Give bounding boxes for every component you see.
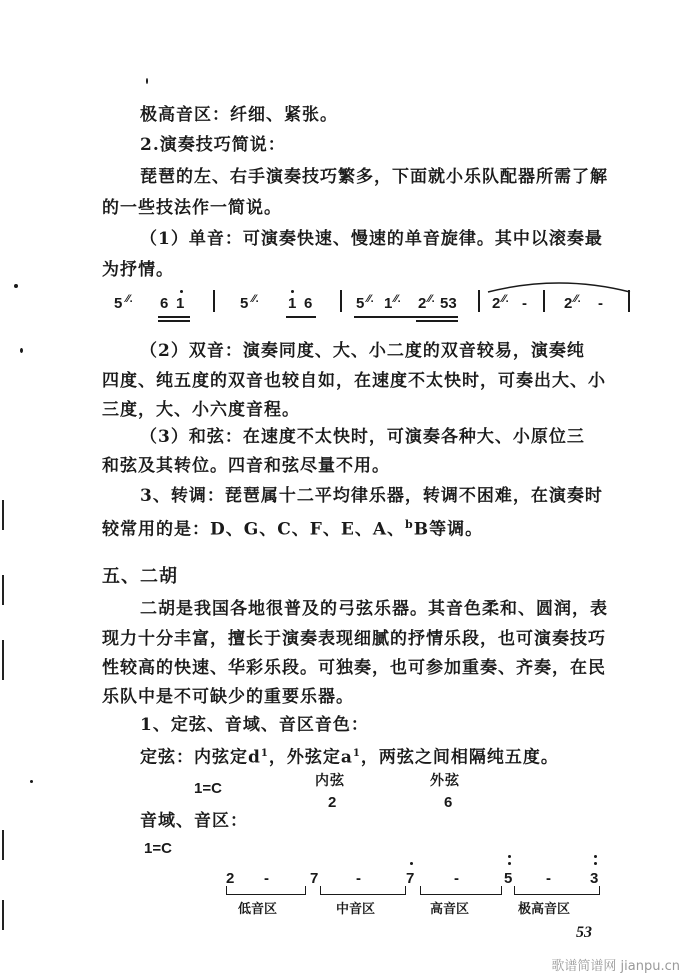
range-dash: - <box>546 870 551 887</box>
tremolo-mark: ⁄⁄. <box>502 293 509 305</box>
subheading-technique: 2.演奏技巧简说： <box>140 135 286 155</box>
range-label-high: 高音区 <box>430 902 470 917</box>
range-label-low: 低音区 <box>238 902 278 917</box>
subheading-tuning: 1、定弦、音域、音区音色： <box>140 715 369 735</box>
page-number: 53 <box>576 924 592 941</box>
octave-dot <box>180 290 183 293</box>
barline <box>213 290 215 312</box>
range-note: 2 <box>226 870 235 887</box>
barline <box>478 290 480 312</box>
text-segment: 较常用的是：D、G、C、F、E、A、 <box>102 519 406 540</box>
scan-edge-mark <box>2 830 4 860</box>
text-segment: 定弦：内弦定d <box>140 747 261 768</box>
note: 6 <box>304 295 313 312</box>
octave-dot <box>594 855 597 858</box>
tremolo-mark: ⁄⁄. <box>428 293 435 305</box>
tremolo-mark: ⁄⁄. <box>367 293 374 305</box>
scan-edge-mark <box>2 575 4 605</box>
tremolo-mark: ⁄⁄. <box>574 293 581 305</box>
text-line: 琵琶的左、右手演奏技巧繁多，下面就小乐队配器所需了解 <box>140 167 608 187</box>
range-label-mid: 中音区 <box>336 902 376 917</box>
text-line: 的一些技法作一简说。 <box>102 198 282 218</box>
range-bracket-high <box>420 886 502 895</box>
barline <box>340 290 342 312</box>
range-dash: - <box>454 870 459 887</box>
range-bracket-mid <box>320 886 406 895</box>
text-segment: ，外弦定a <box>268 747 353 768</box>
site-watermark: 歌谱简谱网 jianpu.cn <box>551 959 680 974</box>
octave-dot <box>508 855 511 858</box>
scan-edge-mark <box>2 900 4 930</box>
superscript: 1 <box>260 748 269 759</box>
dash: - <box>522 295 527 312</box>
barline <box>543 290 545 312</box>
note: 1 <box>384 295 393 312</box>
text-line: 三度，大、小六度音程。 <box>102 400 300 420</box>
range-note: 7 <box>406 870 415 887</box>
key-signature: 1=C <box>194 780 222 797</box>
octave-dot <box>410 862 413 865</box>
scan-speck <box>146 78 148 84</box>
text-segment: B等调。 <box>413 519 484 540</box>
octave-dot <box>291 290 294 293</box>
text-line: 乐队中是不可缺少的重要乐器。 <box>102 687 354 707</box>
note-group: 53 <box>440 295 457 312</box>
underline-beam <box>158 320 190 322</box>
text-line: （2）双音：演奏同度、大、小二度的双音较易，演奏纯 <box>140 341 585 361</box>
key-signature: 1=C <box>144 840 172 857</box>
tremolo-mark: ⁄⁄. <box>252 293 259 305</box>
range-note: 5 <box>504 870 513 887</box>
text-line: （3）和弦：在速度不太快时，可演奏各种大、小原位三 <box>140 427 585 447</box>
inner-string-note: 2 <box>328 794 337 811</box>
note: 6 <box>160 295 169 312</box>
range-note: 3 <box>590 870 599 887</box>
inner-string-label: 内弦 <box>315 773 345 789</box>
scan-edge-mark <box>2 640 4 680</box>
text-line: 现力十分丰富，擅长于演奏表现细腻的抒情乐段，也可演奏技巧 <box>102 629 606 649</box>
range-bracket-highest <box>514 886 600 895</box>
barline <box>628 290 630 312</box>
range-dash: - <box>356 870 361 887</box>
underline-beam <box>158 316 190 318</box>
tie-arc <box>484 280 634 294</box>
tremolo-mark: ⁄⁄. <box>394 293 401 305</box>
underline-beam <box>416 320 458 322</box>
scan-edge-mark <box>2 500 4 530</box>
tremolo-mark: ⁄⁄. <box>126 293 133 305</box>
outer-string-label: 外弦 <box>430 773 460 789</box>
text-line: 四度、纯五度的双音也较自如，在速度不太快时，可奏出大、小 <box>102 371 606 391</box>
underline-beam <box>286 316 316 318</box>
text-line: 二胡是我国各地很普及的弓弦乐器。其音色柔和、圆润，表 <box>140 599 608 619</box>
scan-speck <box>14 284 18 288</box>
underline-beam <box>354 316 458 318</box>
note: 2 <box>492 295 501 312</box>
note: 2 <box>564 295 573 312</box>
text-line: 和弦及其转位。四音和弦尽量不用。 <box>102 456 390 476</box>
range-dash: - <box>264 870 269 887</box>
octave-dot <box>508 862 511 865</box>
text-line: 极高音区：纤细、紧张。 <box>140 105 338 125</box>
flat-sign: b <box>405 518 414 531</box>
section-heading-erhu: 五、二胡 <box>102 566 178 587</box>
note: 2 <box>418 295 427 312</box>
text-line: 性较高的快速、华彩乐段。可独奏，也可参加重奏、齐奏，在民 <box>102 658 606 678</box>
range-bracket-low <box>226 886 306 895</box>
text-line: 3、转调：琵琶属十二平均律乐器，转调不困难，在演奏时 <box>140 486 603 506</box>
note: 1 <box>288 295 297 312</box>
text-line <box>140 743 559 769</box>
text-line: （1）单音：可演奏快速、慢速的单音旋律。其中以滚奏最 <box>140 229 603 249</box>
scan-speck <box>20 348 23 353</box>
text-segment: ，两弦之间相隔纯五度。 <box>360 747 559 768</box>
text-line: 音域、音区： <box>140 811 248 831</box>
dash: - <box>598 295 603 312</box>
scan-speck <box>30 780 33 783</box>
note: 5 <box>114 295 123 312</box>
superscript: 1 <box>352 748 361 759</box>
outer-string-note: 6 <box>444 794 453 811</box>
note: 1 <box>176 295 185 312</box>
range-label-highest: 极高音区 <box>518 902 571 917</box>
octave-dot <box>594 862 597 865</box>
note: 5 <box>356 295 365 312</box>
range-note: 7 <box>310 870 319 887</box>
note: 5 <box>240 295 249 312</box>
text-line: 为抒情。 <box>102 260 174 280</box>
text-line <box>102 514 483 541</box>
